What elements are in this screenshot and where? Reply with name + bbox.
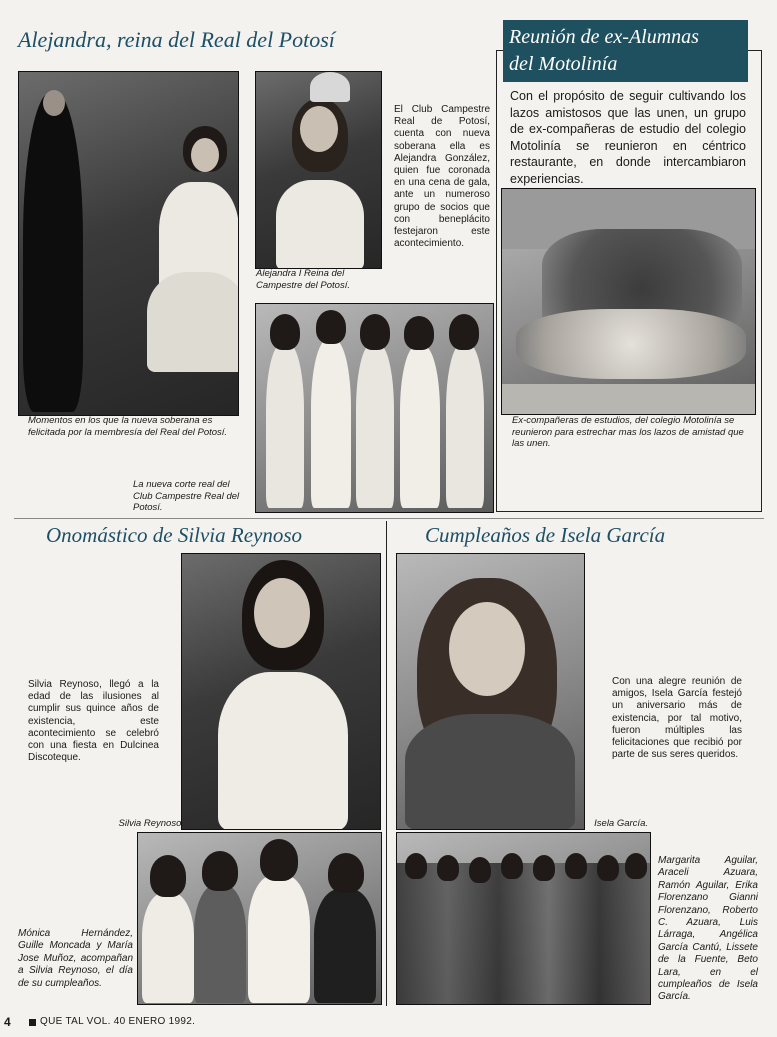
photo-ex-alumnas: [501, 188, 756, 415]
footer-publication: QUE TAL VOL. 40 ENERO 1992.: [40, 1016, 196, 1027]
photo-silvia-friends: [137, 832, 382, 1005]
section-divider-vertical: [386, 521, 387, 1006]
section-divider-horizontal: [14, 518, 764, 519]
body-motolinia: Con el propósito de seguir cultivando los lazos amistosos que las unen, un grupo de ex-compañeras de estudio del colegio Motolinía se reunieron en céntrico restaurante, en donde intercambiaron experiencias.: [510, 89, 746, 186]
photo-coronation: [18, 71, 239, 416]
caption-silvia-portrait: Silvia Reynoso.: [118, 818, 184, 829]
caption-ex-alumnas: Ex-compañeras de estudios, del colegio Motolinía se reunieron para estrechar mas los lazos de amistad que las unen.: [512, 415, 744, 449]
headline-alejandra: Alejandra, reina del Real del Potosí: [18, 27, 335, 52]
footer-bullet-icon: [29, 1019, 36, 1026]
caption-isela-friends: Margarita Aguilar, Araceli Azuara, Ramón Aguilar, Erika Florenzano Gianni Florenzano, Roberto C. Azuara, Luis Lárraga, Angélica García Cantú, Lissete de la Fuente, Beto Lara, en el cumpleaños de Isela García.: [658, 855, 758, 1003]
caption-royal-court: La nueva corte real del Club Campestre Real del Potosí.: [133, 479, 240, 513]
headline-silvia: Onomástico de Silvia Reynoso: [46, 523, 303, 547]
header-box-motolinia: [503, 20, 748, 82]
headline-isela: Cumpleaños de Isela García: [425, 523, 666, 547]
body-isela: Con una alegre reunión de amigos, Isela García festejó un aniversario más de existencia, por tal motivo, fueron múltiples las felicitaciones que recibió por parte de sus seres queridos.: [612, 676, 742, 761]
headline-motolinia-line1: Reunión de ex-Alumnas: [509, 26, 699, 48]
caption-queen-portrait: Alejandra I Reina del Campestre del Potosí.: [256, 268, 350, 291]
photo-silvia-portrait: [181, 553, 381, 830]
headline-motolinia-line2: del Motolinía: [509, 53, 618, 75]
photo-royal-court: [255, 303, 494, 513]
caption-isela-portrait: Isela García.: [594, 818, 648, 829]
body-silvia: Silvia Reynoso, llegó a la edad de las ilusiones al cumplir sus quince años de existencia, este acontecimiento se celebró con una fiesta en Dulcinea Discoteque.: [28, 679, 159, 764]
photo-queen-portrait: [255, 71, 382, 269]
photo-isela-friends: [396, 832, 651, 1005]
body-alejandra: El Club Campestre Real de Potosí, cuenta con nueva soberana ella es Alejandra González, quien fue coronada en una cena de gala, ante un numeroso grupo de socios que con beneplácito festejaron este acontecimiento.: [394, 104, 490, 250]
photo-isela-portrait: [396, 553, 585, 830]
crown-icon: [310, 72, 350, 102]
page-number: 4: [4, 1015, 11, 1029]
caption-coronation: Momentos en los que la nueva soberana es felicitada por la membresía del Real del Potosí.: [28, 415, 228, 438]
caption-silvia-friends: Mónica Hernández, Guille Moncada y María Jose Muñoz, acompañan a Silvia Reynoso, el día de su cumpleaños.: [18, 928, 133, 989]
